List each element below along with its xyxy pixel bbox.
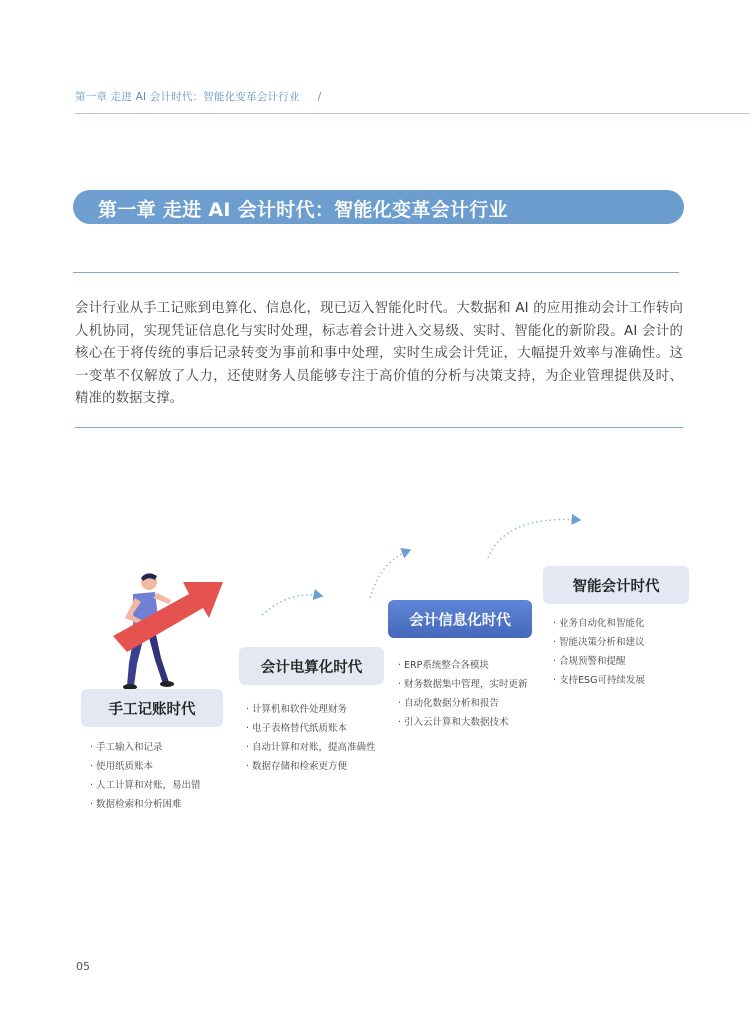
- list-item: · 数据检索和分析困难: [90, 799, 182, 810]
- stage-label: 智能会计时代: [572, 578, 660, 595]
- list-item: · 手工输入和记录: [90, 742, 163, 753]
- dotted-curve-arrow-icon: [262, 595, 322, 615]
- list-item: · 自动化数据分析和报告: [398, 698, 500, 709]
- stage-bullets-informatized: [398, 656, 528, 732]
- stage-label: 手工记账时代: [108, 701, 196, 718]
- person-carrying-arrow-illustration: [105, 568, 230, 693]
- intro-paragraph: 会计行业从手工记账到电算化、信息化，现已迈入智能化时代。大数据和 AI 的应用推动会计工作转向人机协同，实现凭证信息化与实时处理，标志着会计进入交易级、实时、智能化的新阶段。AI 会计的核心在于将传统的事后记录转变为事前和事中处理，实时生成会计凭证，大幅提升效率与准确性。这一变革不仅解放了人力，还使财务人员能够专注于高价值的分析与决策支持，为企业管理提供及时、精准的数据支撑。: [75, 301, 683, 407]
- stage-bullets-computerized: [246, 700, 376, 776]
- dotted-curve-arrow-icon: [488, 519, 580, 558]
- list-item: · ERP系统整合各模块: [398, 660, 489, 671]
- list-item: · 财务数据集中管理，实时更新: [398, 679, 528, 690]
- page-number: 05: [76, 960, 90, 973]
- chapter-title: 第一章 走进 AI 会计时代：智能化变革会计行业: [98, 199, 508, 221]
- list-item: · 使用纸质账本: [90, 761, 154, 772]
- dotted-curve-arrow-icon: [370, 550, 410, 598]
- list-item: · 智能决策分析和建议: [553, 637, 645, 648]
- stage-label: 会计电算化时代: [260, 659, 363, 676]
- stage-box-computerized: [239, 647, 384, 685]
- stage-box-manual: [81, 689, 223, 727]
- list-item: · 业务自动化和智能化: [553, 618, 645, 629]
- list-item: · 计算机和软件处理财务: [246, 704, 348, 715]
- stage-bullets-manual: [90, 738, 201, 814]
- list-item: · 人工计算和对账，易出错: [90, 780, 201, 791]
- list-item: · 支持ESG可持续发展: [553, 675, 645, 686]
- list-item: · 电子表格替代纸质账本: [246, 723, 348, 734]
- list-item: · 引入云计算和大数据技术: [398, 717, 509, 728]
- running-head-text: 第一章 走进 AI 会计时代：智能化变革会计行业: [75, 91, 300, 103]
- stage-box-intelligent: [543, 566, 689, 604]
- list-item: · 合规预警和提醒: [553, 656, 626, 667]
- list-item: · 自动计算和对账，提高准确性: [246, 742, 376, 753]
- stage-label: 会计信息化时代: [409, 612, 511, 629]
- list-item: · 数据存储和检索更方便: [246, 761, 348, 772]
- running-head-slash: /: [317, 91, 322, 103]
- stage-bullets-intelligent: [553, 614, 645, 690]
- stage-box-informatized: [388, 600, 532, 638]
